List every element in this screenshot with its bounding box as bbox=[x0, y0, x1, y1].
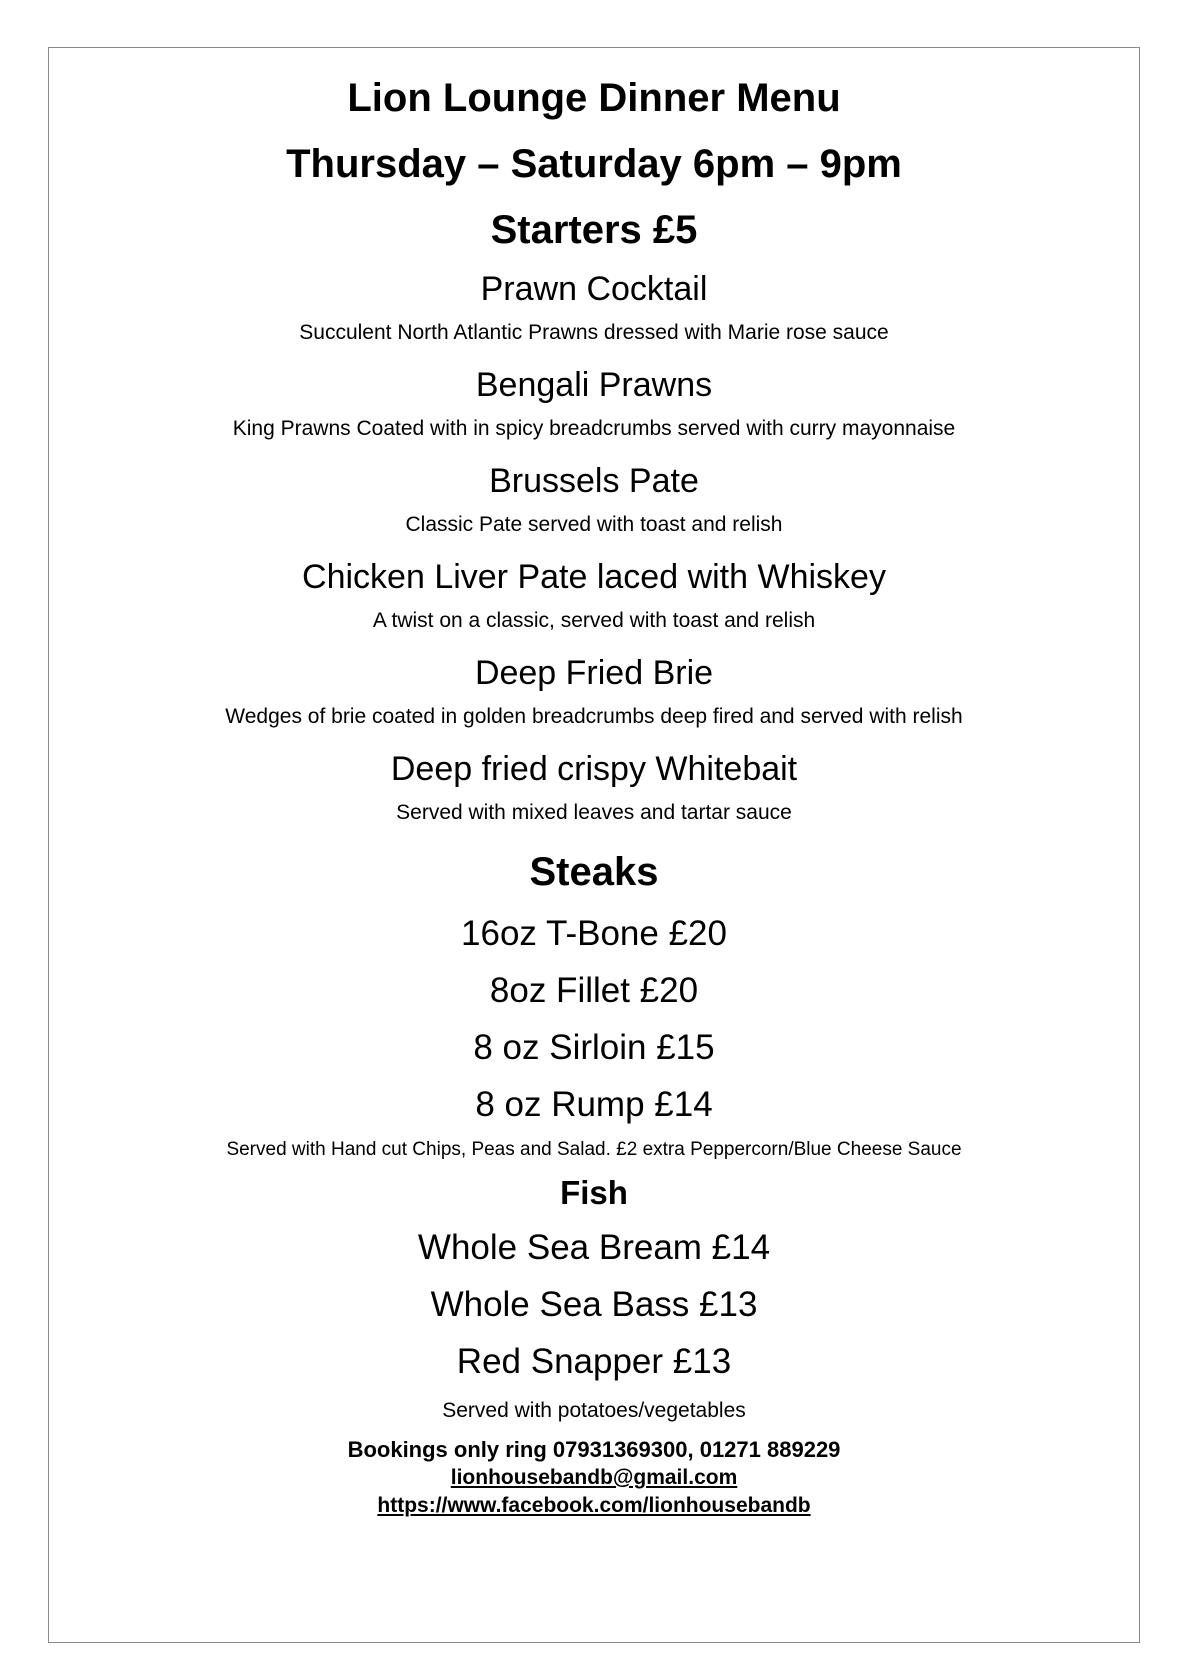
starter-description: Classic Pate served with toast and relish bbox=[405, 513, 783, 536]
starter-name: Bengali Prawns bbox=[475, 366, 713, 404]
menu-title: Lion Lounge Dinner Menu bbox=[347, 76, 841, 120]
dinner-menu bbox=[48, 47, 1140, 1520]
steaks-note: Served with Hand cut Chips, Peas and Salad. £2 extra Peppercorn/Blue Cheese Sauce bbox=[226, 1139, 962, 1160]
fish-item: Whole Sea Bream £14 bbox=[417, 1228, 771, 1267]
fish-item: Whole Sea Bass £13 bbox=[430, 1285, 758, 1324]
steaks-heading: Steaks bbox=[529, 850, 659, 894]
starter-description: King Prawns Coated with in spicy breadcrumbs served with curry mayonnaise bbox=[232, 417, 956, 440]
fish-note: Served with potatoes/vegetables bbox=[442, 1399, 746, 1422]
email-link[interactable]: lionhousebandb@gmail.com bbox=[450, 1466, 738, 1489]
steak-item: 8 oz Rump £14 bbox=[475, 1085, 713, 1124]
starter-description: Served with mixed leaves and tartar sauce bbox=[396, 801, 792, 824]
starter-description: Succulent North Atlantic Prawns dressed with Marie rose sauce bbox=[299, 321, 889, 344]
fish-heading: Fish bbox=[560, 1174, 628, 1211]
steak-item: 16oz T-Bone £20 bbox=[461, 914, 727, 953]
fish-item: Red Snapper £13 bbox=[456, 1342, 732, 1381]
starter-description: Wedges of brie coated in golden breadcrumbs deep fired and served with relish bbox=[225, 705, 963, 728]
starter-name: Brussels Pate bbox=[489, 462, 699, 500]
starter-name: Deep Fried Brie bbox=[474, 654, 714, 692]
starter-name: Prawn Cocktail bbox=[480, 270, 708, 308]
steak-item: 8oz Fillet £20 bbox=[489, 971, 699, 1010]
opening-hours: Thursday – Saturday 6pm – 9pm bbox=[286, 142, 902, 186]
starter-name: Chicken Liver Pate laced with Whiskey bbox=[302, 558, 886, 596]
starters-heading: Starters £5 bbox=[490, 208, 698, 252]
starter-name: Deep fried crispy Whitebait bbox=[390, 750, 798, 788]
facebook-link[interactable]: https://www.facebook.com/lionhousebandb bbox=[377, 1494, 811, 1517]
steak-item: 8 oz Sirloin £15 bbox=[473, 1028, 715, 1067]
bookings-line: Bookings only ring 07931369300, 01271 889229 bbox=[347, 1437, 841, 1462]
starter-description: A twist on a classic, served with toast and relish bbox=[372, 609, 816, 632]
